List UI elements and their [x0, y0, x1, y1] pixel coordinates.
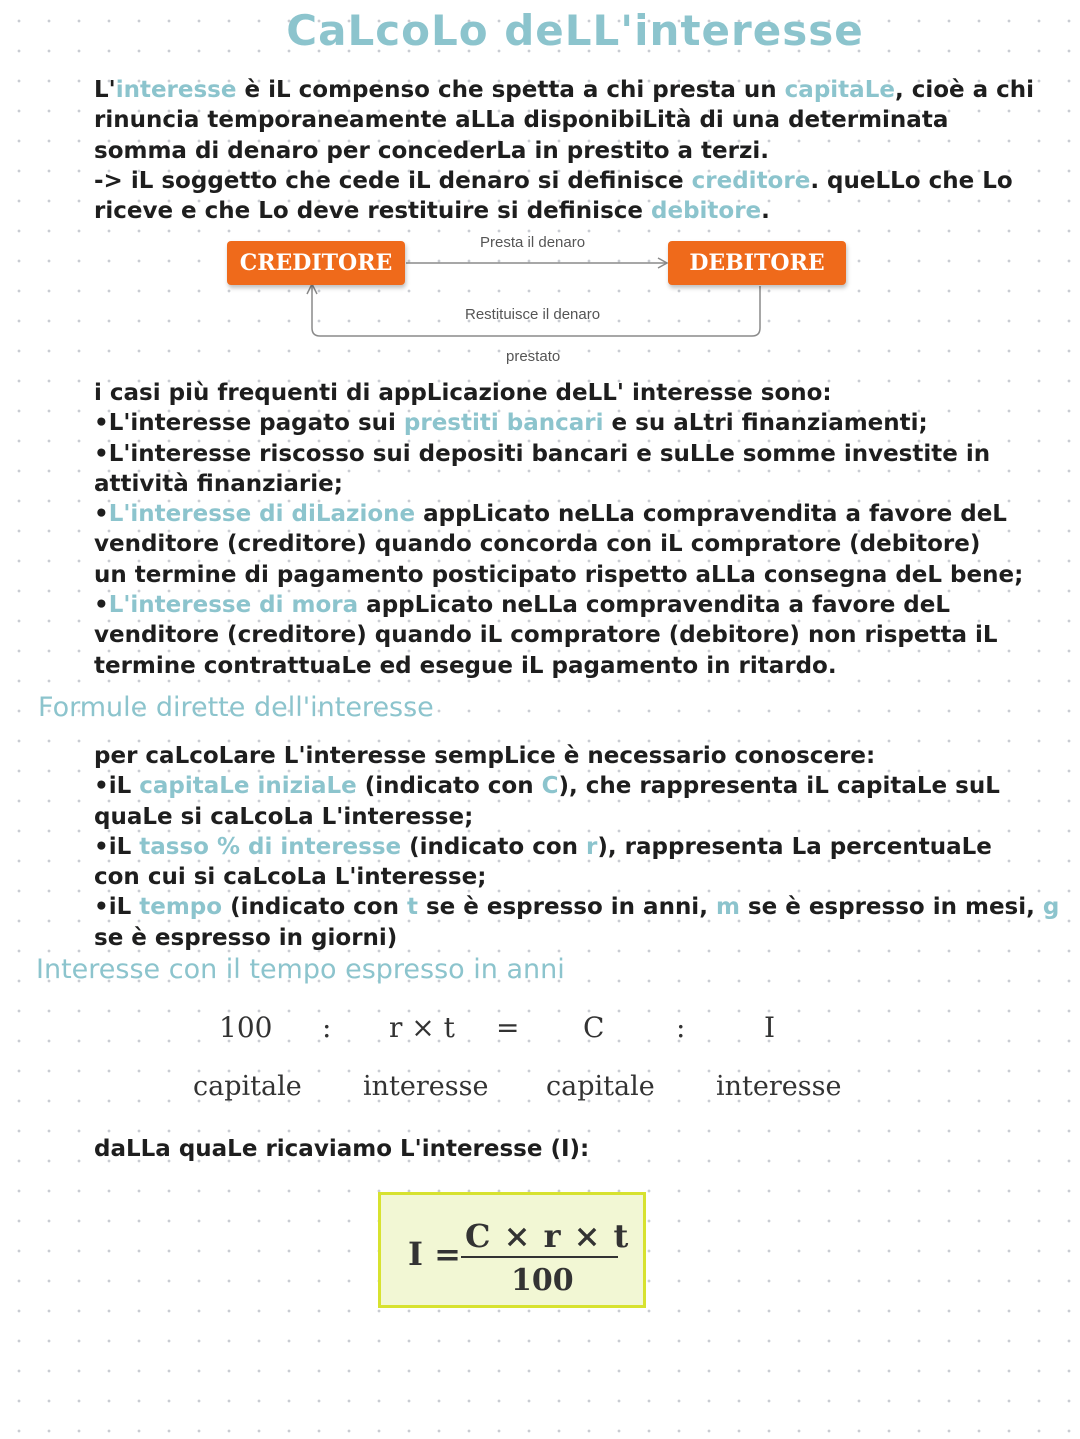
creditor-box: CREDITORE — [227, 241, 405, 285]
formule-line-4: •iL tasso % di interesse (indicato con r), rappresenta La percentuaLe — [94, 833, 992, 860]
proportion-term-rt: r × t — [389, 1011, 455, 1044]
cases-paragraph — [94, 378, 1023, 681]
section-heading-formule: Formule dirette dell'interesse — [38, 692, 434, 723]
formula-numerator: C × r × t — [465, 1217, 630, 1255]
intro-line-2: rinuncia temporaneamente aLLa disponibiLità di una determinata — [94, 107, 949, 134]
proportion-colon-2: : — [676, 1011, 686, 1044]
section-heading-anni: Interesse con il tempo espresso in anni — [36, 954, 565, 985]
lend-label: Presta il denaro — [480, 234, 586, 251]
cases-line-1: i casi più frequenti di appLicazione deLL' interesse sono: — [94, 380, 832, 406]
intro-line-4: -> iL soggetto che cede iL denaro si definisce creditore. queLLo che Lo — [94, 167, 1013, 194]
formule-line-2: •iL capitaLe iniziaLe (indicato con C), che rappresenta iL capitaLe suL — [94, 773, 1000, 800]
cases-line-2: •L'interesse pagato sui prestiti bancari e su aLtri finanziamenti; — [94, 410, 928, 437]
proportion — [0, 1008, 1080, 1118]
lent-label: prestato — [506, 348, 561, 365]
proportion-label-interesse-2: interesse — [716, 1071, 842, 1102]
intro-line-1: L'interesse è iL compenso che spetta a chi presta un capitaLe, cioè a chi — [94, 77, 1035, 103]
cases-line-3: •L'interesse riscosso sui depositi bancari e suLLe somme investite in — [94, 440, 991, 467]
proportion-label-interesse-1: interesse — [363, 1071, 489, 1102]
proportion-label-capitale-1: capitale — [193, 1071, 302, 1102]
debtor-box: DEBITORE — [668, 241, 846, 285]
cases-line-9: venditore (creditore) quando iL compratore (debitore) non rispetta iL — [94, 622, 998, 649]
proportion-colon-1: : — [322, 1011, 332, 1044]
formule-line-5: con cui si caLcoLa L'interesse; — [94, 864, 487, 891]
return-label: Restituisce il denaro — [465, 306, 601, 323]
formule-paragraph — [94, 741, 1059, 953]
formula-denominator: 100 — [511, 1263, 574, 1298]
derive-text: daLLa quaLe ricaviamo L'interesse (I): — [94, 1136, 590, 1162]
creditor-debtor-diagram — [220, 228, 860, 373]
cases-line-5: •L'interesse di diLazione appLicato neLLa compravendita a favore deL — [94, 501, 1007, 528]
cases-line-4: attività finanziarie; — [94, 470, 343, 497]
formule-line-3: quaLe si caLcoLa L'interesse; — [94, 803, 474, 830]
cases-line-8: •L'interesse di mora appLicato neLLa compravendita a favore deL — [94, 592, 951, 619]
proportion-term-i: I — [764, 1011, 776, 1044]
proportion-term-c: C — [583, 1011, 605, 1044]
proportion-equals: = — [496, 1011, 520, 1044]
proportion-label-capitale-2: capitale — [546, 1071, 655, 1102]
formule-line-1: per caLcoLare L'interesse sempLice è necessario conoscere: — [94, 743, 876, 769]
formula-lhs: I = — [408, 1235, 461, 1273]
fraction-bar — [461, 1256, 618, 1258]
intro-paragraph — [94, 75, 1034, 226]
cases-line-10: termine contrattuaLe ed esegue iL pagamento in ritardo. — [94, 652, 837, 679]
interest-formula-box — [378, 1192, 646, 1308]
proportion-term-100: 100 — [219, 1011, 273, 1044]
intro-line-5: riceve e che Lo deve restituire si definisce debitore. — [94, 198, 770, 225]
formule-line-7: se è espresso in giorni) — [94, 924, 398, 951]
formule-line-6: •iL tempo (indicato con t se è espresso in anni, m se è espresso in mesi, g — [94, 894, 1060, 921]
intro-line-3: somma di denaro per concederLa in prestito a terzi. — [94, 137, 769, 164]
cases-line-6: venditore (creditore) quando concorda con iL compratore (debitore) — [94, 531, 981, 558]
cases-line-7: un termine di pagamento posticipato rispetto aLLa consegna deL bene; — [94, 561, 1024, 588]
page-title: CaLcoLo deLL'interesse — [286, 6, 864, 55]
